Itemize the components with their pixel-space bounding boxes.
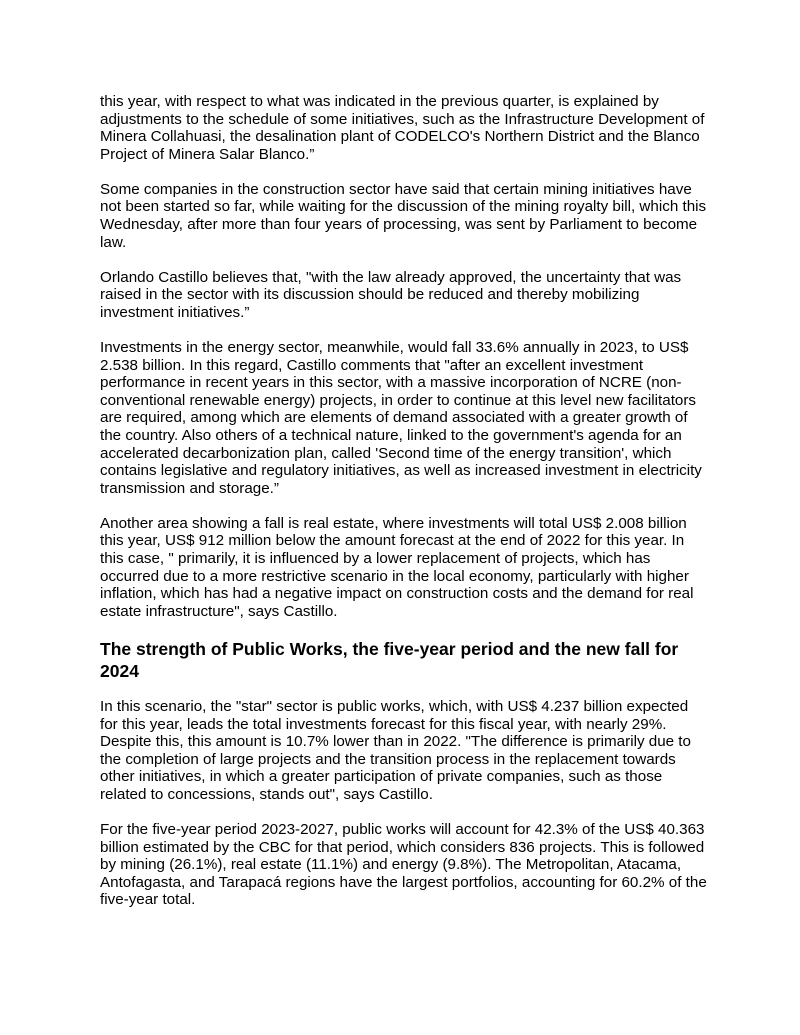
paragraph-mining-royalty: Some companies in the construction sector have said that certain mining initiatives have not been started so far, while waiting for the discussion of the mining royalty bill, which this Wednesday, after more than four years of processing, was sent by Parliament to become law.	[100, 180, 707, 251]
paragraph-energy-sector: Investments in the energy sector, meanwhile, would fall 33.6% annually in 2023, to US$ 2.538 billion. In this regard, Castillo comments that "after an excellent investment performance in recent years in this sector, with a massive incorporation of NCRE (non-conventional renewable energy) projects, in order to continue at this level new facilitators are required, among which are elements of demand associated with a greater growth of the country. Also others of a technical nature, linked to the government's agenda for an accelerated decarbonization plan, called 'Second time of the energy transition', which contains legislative and regulatory initiatives, as well as increased investment in electricity transmission and storage.”	[100, 339, 702, 497]
paragraph-castillo-law: Orlando Castillo believes that, "with the law already approved, the uncertainty that was raised in the sector with its discussion should be reduced and thereby mobilizing investment initiatives.”	[100, 268, 682, 321]
paragraph-collahuasi-schedule: this year, with respect to what was indicated in the previous quarter, is explained by adjustments to the schedule of some initiatives, such as the Infrastructure Development of Minera Collahuasi, the desalination plant of CODELCO's Northern District and the Blanco Project of Minera Salar Blanco.”	[100, 93, 705, 163]
section-heading: The strength of Public Works, the five-year period and the new fall for 2024	[100, 638, 679, 681]
paragraph-five-year-period: For the five-year period 2023-2027, public works will account for 42.3% of the US$ 40.363 billion estimated by the CBC for that period, which considers 836 projects. This is followed by mining (26.1%), real estate (11.1%) and energy (9.8%). The Metropolitan, Atacama, Antofagasta, and Tarapacá regions have the largest portfolios, accounting for 60.2% of the five-year total.	[100, 821, 707, 909]
document-page	[100, 93, 710, 926]
paragraph-public-works: In this scenario, the "star" sector is public works, which, with US$ 4.237 billion expected for this year, leads the total investments forecast for this fiscal year, with nearly 29%. Despite this, this amount is 10.7% lower than in 2022. "The difference is primarily due to the completion of large projects and the transition process in the replacement towards other initiatives, in which a greater participation of private companies, such as those related to concessions, stands out", says Castillo.	[100, 697, 691, 803]
paragraph-real-estate: Another area showing a fall is real estate, where investments will total US$ 2.008 billion this year, US$ 912 million below the amount forecast at the end of 2022 for this year. In this case, " primarily, it is influenced by a lower replacement of projects, which has occurred due to a more restrictive scenario in the local economy, particularly with higher inflation, which has had a negative impact on construction costs and the demand for real estate infrastructure", says Castillo.	[100, 514, 694, 620]
